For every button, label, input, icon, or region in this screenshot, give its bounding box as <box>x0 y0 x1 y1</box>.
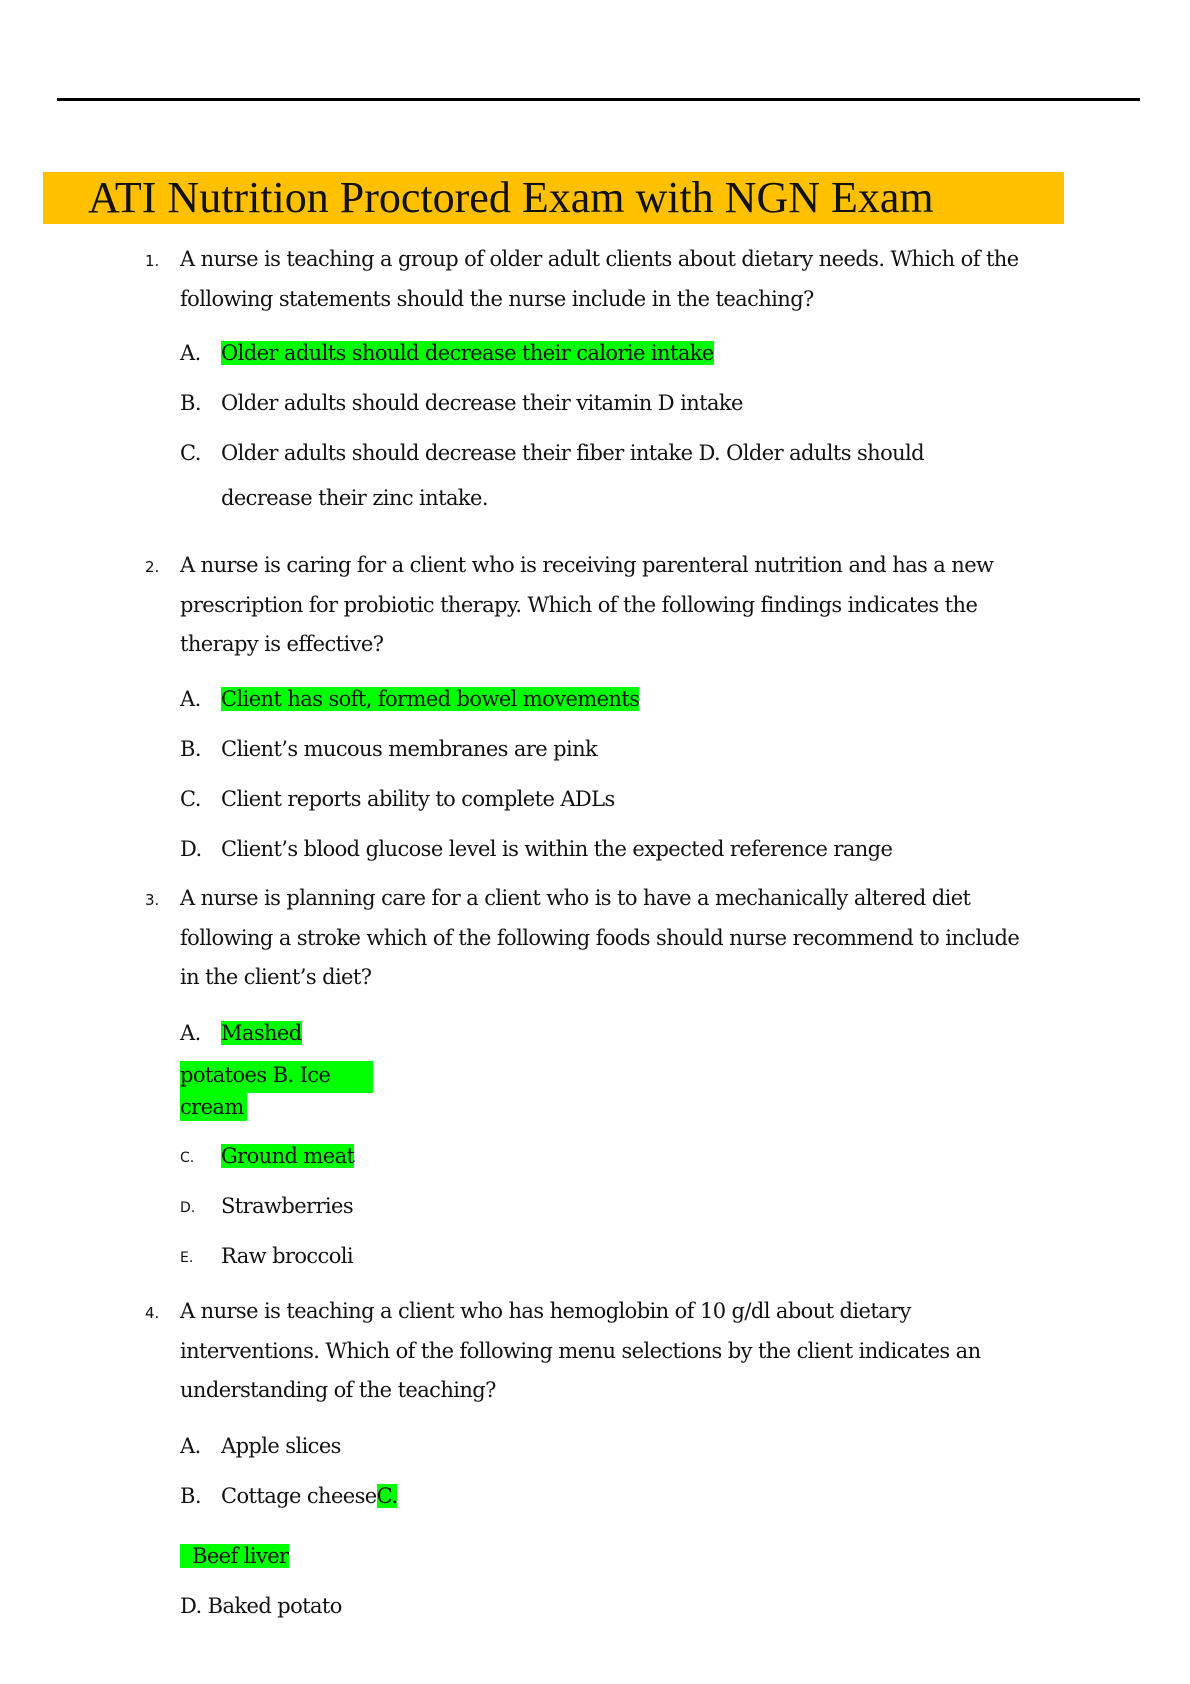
q1-option-a-text: Older adults should decrease their calorie intake <box>221 341 714 365</box>
q2-option-a-text: Client has soft, formed bowel movements <box>221 687 640 711</box>
q4-option-c <box>180 1542 289 1570</box>
q4-option-d: D. Baked potato <box>180 1594 342 1618</box>
q4-option-a: Apple slices <box>221 1434 341 1458</box>
question-1-number: 1. <box>145 252 160 270</box>
question-4-number: 4. <box>145 1304 160 1322</box>
q1-option-a-letter: A. <box>180 341 201 365</box>
q1-option-c-line2: decrease their zinc intake. <box>221 486 488 510</box>
question-2-number: 2. <box>145 558 160 576</box>
question-4-text: A nurse is teaching a client who has hemoglobin of 10 g/dl about dietary interventions. Which of the following menu selections by the client indicates an understanding of the teaching? <box>180 1299 981 1402</box>
q4-option-b-text: Cottage cheese <box>221 1484 377 1508</box>
q4-option-b <box>221 1482 397 1510</box>
q3-option-c <box>221 1142 354 1170</box>
q3-option-d-letter: D. <box>180 1200 196 1216</box>
q2-option-c: Client reports ability to complete ADLs <box>221 787 615 811</box>
q3-option-a-part1-text: Mashed <box>221 1021 302 1045</box>
q3-option-c-text: Ground meat <box>221 1144 355 1168</box>
question-2-text: A nurse is caring for a client who is receiving parenteral nutrition and has a new prescription for probiotic therapy. Which of the following findings indicates the therapy is effective? <box>180 553 994 656</box>
q3-option-c-letter: C. <box>180 1150 195 1166</box>
q3-option-a-part2: potatoes B. Ice <box>180 1063 331 1087</box>
q2-option-a-letter: A. <box>180 687 201 711</box>
q3-option-a-letter: A. <box>180 1021 201 1045</box>
q2-option-b-letter: B. <box>180 737 201 761</box>
q4-option-a-letter: A. <box>180 1434 201 1458</box>
q4-option-c-letter: C. <box>376 1484 398 1508</box>
q1-option-a <box>221 339 714 367</box>
q1-option-b-letter: B. <box>180 391 201 415</box>
q3-option-b-part3: cream <box>180 1095 244 1119</box>
q4-option-c-text: Beef liver <box>180 1544 289 1568</box>
question-3-text: A nurse is planning care for a client who is to have a mechanically altered diet following a stroke which of the following foods should nurse recommend to include in the client’s diet? <box>180 886 1020 989</box>
q2-option-c-letter: C. <box>180 787 201 811</box>
q4-option-b-letter: B. <box>180 1484 201 1508</box>
q1-option-c-letter: C. <box>180 441 201 465</box>
q1-option-b: Older adults should decrease their vitamin D intake <box>221 391 743 415</box>
q2-option-d: Client’s blood glucose level is within the expected reference range <box>221 837 893 861</box>
q3-option-d: Strawberries <box>221 1194 354 1218</box>
question-3-number: 3. <box>145 891 160 909</box>
page-title: ATI Nutrition Proctored Exam with NGN Exam <box>88 173 934 222</box>
q2-option-b: Client’s mucous membranes are pink <box>221 737 598 761</box>
header-rule <box>57 98 1140 101</box>
q3-option-a-part1 <box>221 1019 302 1047</box>
q2-option-a <box>221 685 639 713</box>
q3-option-e-letter: E. <box>180 1250 194 1266</box>
q3-option-e: Raw broccoli <box>221 1244 353 1268</box>
q1-option-c-line1: Older adults should decrease their fiber intake D. Older adults should <box>221 441 925 465</box>
q2-option-d-letter: D. <box>180 837 202 861</box>
question-1-text: A nurse is teaching a group of older adult clients about dietary needs. Which of the following statements should the nurse include in the teaching? <box>180 247 1019 311</box>
